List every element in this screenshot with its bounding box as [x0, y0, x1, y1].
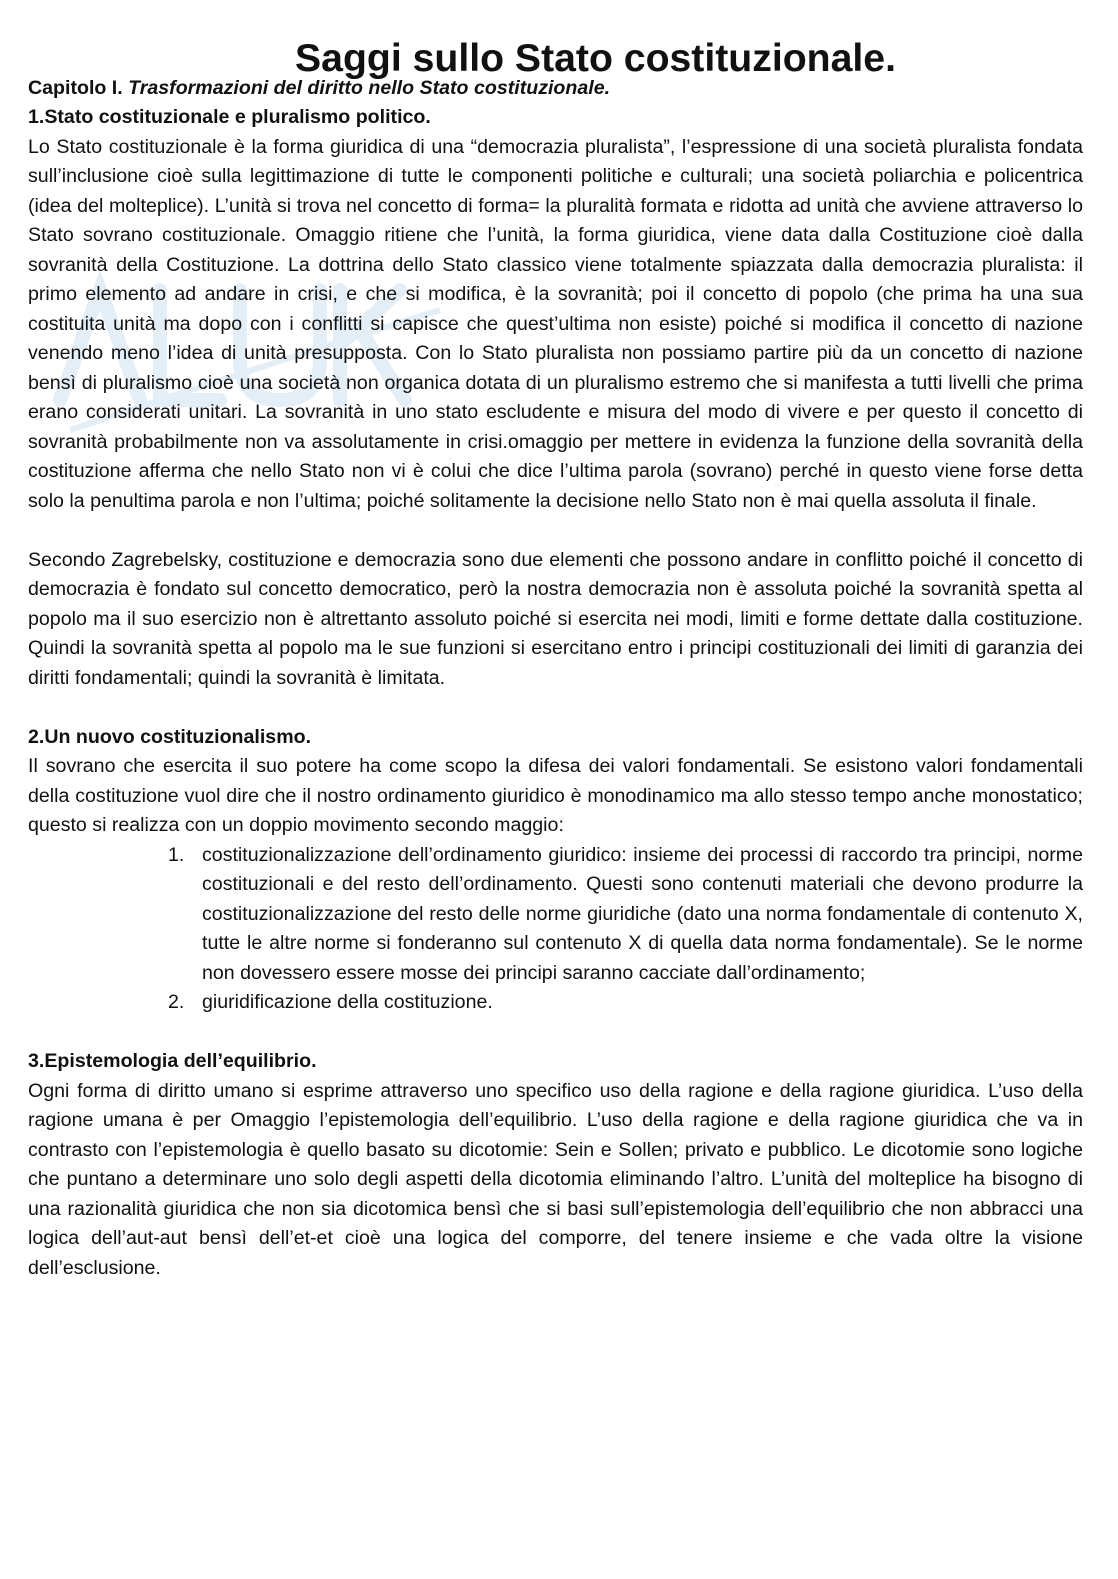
section-heading-3: 3.Epistemologia dell’equilibrio.: [28, 1050, 317, 1072]
list-item: [168, 988, 1083, 1018]
list-item-number: 2.: [168, 991, 185, 1013]
paragraph-spacer: [28, 693, 1083, 723]
document-page: [28, 37, 1083, 1283]
section-1-paragraph-2: Secondo Zagrebelsky, costituzione e democrazia sono due elementi che possono andare in conflitto poiché il concetto di democrazia è fondato sul concetto democratico, però la nostra democrazia non è assoluta poiché la sovranità spetta al popolo ma il suo esercizio non è altrettanto assoluto poiché si esercita nei modi, limiti e forme dettate dalla costituzione. Quindi la sovranità spetta al popolo ma le sue funzioni si esercitano entro i principi costituzionali dei limiti di garanzia dei diritti fondamentali; quindi la sovranità è limitata.: [28, 548, 1083, 689]
numbered-list: [28, 841, 1083, 1018]
list-item: [168, 841, 1083, 989]
paragraph-spacer: [28, 516, 1083, 546]
section-3-paragraph-1: Ogni forma di diritto umano si esprime attraverso uno specifico uso della ragione e della ragione giuridica. L’uso della ragione umana è per Omaggio l’epistemologia dell’equilibrio. L’uso della ragione e della ragione giuridica che va in contrasto con l’epistemologia è quello basato su dicotomie: Sein e Sollen; privato e pubblico. Le dicotomie sono logiche che puntano a determinare uno solo degli aspetti della dicotomia eliminando l’altro. L’unità del molteplice ha bisogno di una razionalità giuridica che non sia dicotomica bensì che si basi sull’epistemologia dell’equilibrio che non abbracci una logica dell’aut-aut bensì dell’et-et cioè una logica del comporre, del tenere insieme e che vada oltre la visione dell’esclusione.: [28, 1079, 1083, 1279]
list-item-text: costituzionalizzazione dell’ordinamento giuridico: insieme dei processi di raccordo tra principi, norme costituzionali e del resto dell’ordinamento. Questi sono contenuti materiali che devono produrre la costituzionalizzazione del resto delle norme giuridiche (dato una norma fondamentale di contenuto X, tutte le altre norme si fonderanno sul contenuto X di quella data norma fondamentale). Se le norme non dovessero essere mosse dei principi saranno cacciate dall’ordinamento;: [202, 843, 1083, 984]
chapter-prefix: Capitolo I.: [28, 76, 129, 99]
chapter-title: Trasformazioni del diritto nello Stato costituzionale.: [128, 76, 611, 99]
list-item-text: giuridificazione della costituzione.: [202, 991, 493, 1013]
paragraph-spacer: [28, 1018, 1083, 1048]
chapter-heading: [28, 74, 1083, 104]
section-1-paragraph-1: Lo Stato costituzionale è la forma giuridica di una “democrazia pluralista”, l’espressione di una società pluralista fondata sull’inclusione cioè sulla legittimazione di tutte le componenti politiche e culturali; una società poliarchia e policentrica (idea del molteplice). L’unità si trova nel concetto di forma= la pluralità formata e ridotta ad unità che avviene attraverso lo Stato sovrano costituzionale. Omaggio ritiene che l’unità, la forma giuridica, viene data dalla Costituzione cioè dalla sovranità della Costituzione. La dottrina dello Stato classico viene totalmente spiazzata dalla democrazia pluralista: il primo elemento ad andare in crisi, e che si modifica, è la sovranità; poi il concetto di popolo (che prima ha una sua costituita unità ma dopo con i conflitti si capisce che quest’ultima non esiste) poiché si modifica il concetto di nazione venendo meno l’idea di unità presupposta. Con lo Stato pluralista non possiamo partire più da un concetto di nazione bensì di pluralismo cioè una società non organica dotata di un pluralismo estremo che si manifesta a tutti livelli che prima erano considerati unitari. La sovranità in uno stato escludente e misura del modo di vivere e per questo il concetto di sovranità probabilmente non va assolutamente in crisi.omaggio per mettere in evidenza la funzione della sovranità della costituzione afferma che nello Stato non vi è colui che dice l’ultima parola (sovrano) perché in questo viene forse detta solo la penultima parola e non l’ultima; poiché solitamente la decisione nello Stato non è mai quella assoluta il finale.: [28, 135, 1083, 512]
document-title: Saggi sullo Stato costituzionale.: [295, 37, 896, 80]
section-2-paragraph-1: Il sovrano che esercita il suo potere ha come scopo la difesa dei valori fondamentali. Se esistono valori fondamentali della costituzione vuol dire che il nostro ordinamento giuridico è monodinamico ma allo stesso tempo anche monostatico; questo si realizza con un doppio movimento secondo maggio:: [28, 755, 1083, 836]
section-heading-2: 2.Un nuovo costituzionalismo.: [28, 725, 312, 748]
section-heading-1: 1.Stato costituzionale e pluralismo politico.: [28, 106, 431, 128]
list-item-number: 1.: [168, 843, 185, 866]
